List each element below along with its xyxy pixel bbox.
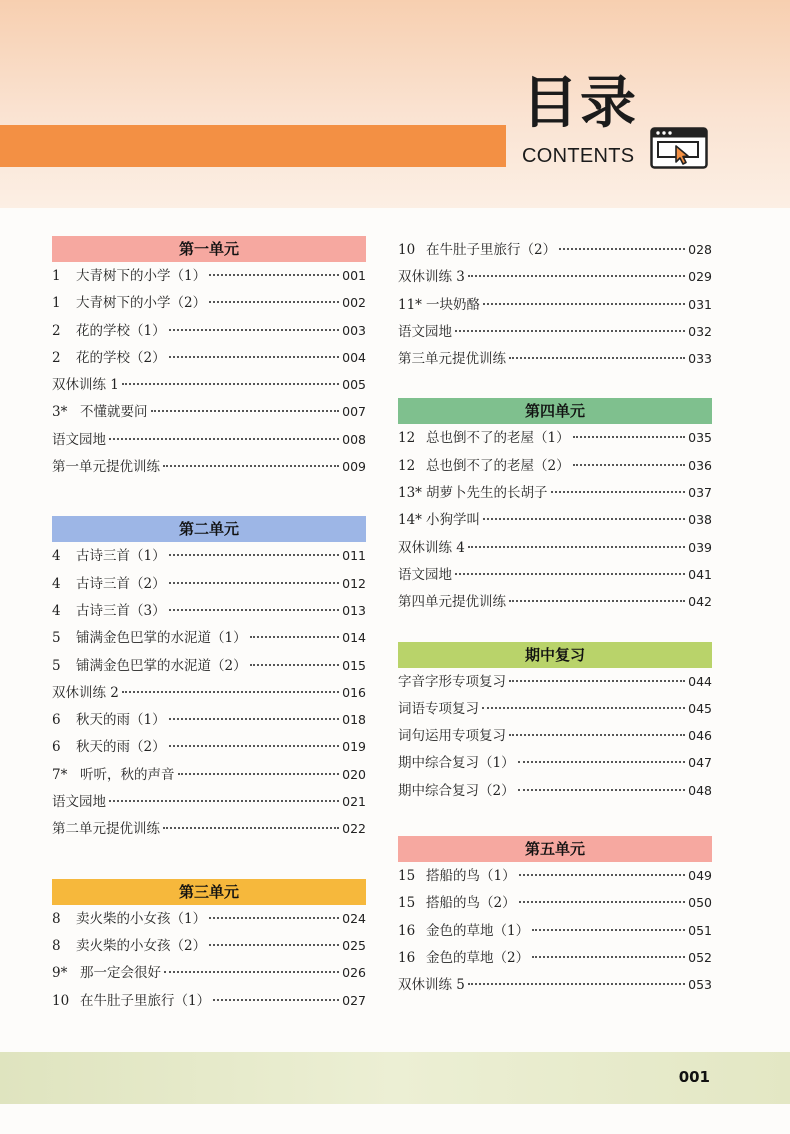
- leader-dots: [169, 582, 340, 584]
- lesson-title: 大青树下的小学（2）: [76, 295, 207, 312]
- toc-entry[interactable]: [398, 971, 712, 998]
- leader-dots: [250, 636, 340, 638]
- lesson-number: 7*: [52, 766, 68, 783]
- toc-section: [398, 836, 712, 998]
- lesson-title: 在牛肚子里旅行（1）: [80, 992, 211, 1009]
- lesson-title: 卖火柴的小女孩（2）: [76, 937, 207, 954]
- toc-entry[interactable]: [52, 317, 366, 344]
- leader-dots: [209, 944, 339, 946]
- toc-entry[interactable]: [52, 344, 366, 371]
- page-ref: 045: [688, 700, 712, 716]
- toc-entry[interactable]: [398, 534, 712, 561]
- leader-dots: [518, 761, 686, 763]
- toc-entry[interactable]: [398, 944, 712, 971]
- toc-entry[interactable]: [52, 815, 366, 842]
- leader-dots: [482, 707, 685, 709]
- lesson-title: 花的学校（2）: [76, 349, 166, 366]
- toc-section: [398, 236, 712, 372]
- toc-section: [52, 516, 366, 842]
- lesson-title: 语文园地: [52, 794, 106, 811]
- toc-entry[interactable]: [398, 777, 712, 804]
- page-ref: 024: [342, 910, 366, 926]
- page-ref: 041: [688, 566, 712, 582]
- leader-dots: [164, 971, 339, 973]
- leader-dots: [209, 917, 339, 919]
- page-ref: 053: [688, 977, 712, 993]
- lesson-number: 12: [398, 430, 416, 447]
- lesson-title: 一块奶酪: [426, 296, 480, 313]
- leader-dots: [532, 929, 685, 931]
- lesson-title: 搭船的鸟（2）: [426, 895, 516, 912]
- lesson-title: 秋天的雨（2）: [76, 739, 166, 756]
- section-title: 期中复习: [398, 642, 712, 668]
- lesson-title: 双休训练 5: [398, 977, 465, 994]
- leader-dots: [519, 901, 686, 903]
- lesson-number: 8: [52, 910, 61, 927]
- page-ref: 025: [342, 937, 366, 953]
- page-ref: 044: [688, 673, 712, 689]
- toc-entry[interactable]: [398, 479, 712, 506]
- lesson-number: 15: [398, 895, 416, 912]
- leader-dots: [483, 518, 685, 520]
- lesson-number: 4: [52, 602, 61, 619]
- lesson-title: 古诗三首（2）: [76, 575, 166, 592]
- lesson-title: 金色的草地（1）: [426, 922, 530, 939]
- toc-entry[interactable]: [398, 862, 712, 889]
- page-ref: 028: [688, 242, 712, 257]
- page-ref: 013: [342, 602, 366, 618]
- toc-entry[interactable]: [52, 905, 366, 932]
- leader-dots: [169, 554, 340, 556]
- lesson-title: 胡萝卜先生的长胡子: [426, 485, 548, 502]
- lesson-title: 语文园地: [52, 431, 106, 448]
- lesson-number: 2: [52, 322, 61, 339]
- browser-window-cursor-icon: [650, 127, 708, 169]
- lesson-title: 古诗三首（3）: [76, 602, 166, 619]
- lesson-title: 词语专项复习: [398, 700, 479, 717]
- toc-entry[interactable]: [52, 679, 366, 706]
- leader-dots: [109, 800, 339, 802]
- page-subtitle: CONTENTS: [522, 145, 635, 167]
- page-ref: 014: [342, 630, 366, 646]
- lesson-number: 6: [52, 739, 61, 756]
- leader-dots: [213, 999, 339, 1001]
- lesson-title: 词句运用专项复习: [398, 728, 506, 745]
- leader-dots: [509, 680, 685, 682]
- leader-dots: [169, 609, 340, 611]
- toc-entry[interactable]: [52, 652, 366, 679]
- page-ref: 002: [342, 295, 366, 311]
- lesson-number: 6: [52, 712, 61, 729]
- section-title: 第五单元: [398, 836, 712, 862]
- page-ref: 032: [688, 323, 712, 339]
- page-ref: 008: [342, 431, 366, 447]
- page-ref: 015: [342, 657, 366, 673]
- toc-entry[interactable]: [52, 987, 366, 1014]
- toc-section: [398, 642, 712, 804]
- page-ref: 004: [342, 349, 366, 365]
- toc-column-right: [398, 236, 712, 999]
- page-ref: 050: [688, 895, 712, 911]
- leader-dots: [169, 745, 340, 747]
- page-ref: 011: [342, 548, 366, 564]
- toc-entry[interactable]: [52, 289, 366, 316]
- lesson-title: 不懂就要问: [80, 404, 148, 421]
- page-ref: 021: [342, 794, 366, 810]
- toc-entry[interactable]: [398, 561, 712, 588]
- lesson-title: 古诗三首（1）: [76, 548, 166, 565]
- toc-entry[interactable]: [398, 452, 712, 479]
- page-ref: 052: [688, 949, 712, 965]
- leader-dots: [169, 356, 340, 358]
- toc-entry[interactable]: [52, 426, 366, 453]
- lesson-number: 3*: [52, 404, 68, 421]
- toc-column-left: [52, 236, 366, 1014]
- leader-dots: [455, 330, 685, 332]
- lesson-number: 1: [52, 295, 61, 312]
- page-ref: 019: [342, 739, 366, 755]
- toc-entry[interactable]: [398, 668, 712, 695]
- lesson-number: 16: [398, 922, 416, 939]
- section-title: 第二单元: [52, 516, 366, 542]
- section-title: 第一单元: [52, 236, 366, 262]
- lesson-title: 双休训练 3: [398, 269, 465, 286]
- leader-dots: [483, 303, 685, 305]
- lesson-title: 第四单元提优训练: [398, 594, 506, 611]
- toc-entry[interactable]: [52, 262, 366, 289]
- header-band: [0, 0, 790, 208]
- toc-entry[interactable]: [52, 597, 366, 624]
- toc-entry[interactable]: [52, 570, 366, 597]
- leader-dots: [178, 773, 340, 775]
- toc-section: [398, 398, 712, 615]
- header-accent-bar: [0, 125, 506, 167]
- lesson-title: 总也倒不了的老屋（1）: [426, 430, 570, 447]
- lesson-title: 期中综合复习（1）: [398, 755, 515, 772]
- page-ref: 035: [688, 430, 712, 446]
- toc-entry[interactable]: [398, 749, 712, 776]
- lesson-number: 10: [398, 242, 416, 258]
- lesson-title: 第三单元提优训练: [398, 351, 506, 368]
- page-ref: 049: [688, 868, 712, 884]
- page-ref: 038: [688, 512, 712, 528]
- toc-section: [52, 879, 366, 1014]
- leader-dots: [468, 275, 685, 277]
- leader-dots: [122, 383, 339, 385]
- leader-dots: [109, 438, 339, 440]
- lesson-title: 期中综合复习（2）: [398, 782, 515, 799]
- page-ref: 018: [342, 712, 366, 728]
- lesson-title: 那一定会很好: [80, 965, 161, 982]
- leader-dots: [509, 357, 685, 359]
- lesson-number: 2: [52, 349, 61, 366]
- leader-dots: [509, 600, 685, 602]
- toc-entry[interactable]: [52, 733, 366, 760]
- leader-dots: [151, 410, 340, 412]
- page-ref: 039: [688, 539, 712, 555]
- page-ref: 037: [688, 485, 712, 501]
- lesson-title: 语文园地: [398, 323, 452, 340]
- page-title: 目录: [522, 71, 638, 136]
- lesson-title: 听听，秋的声音: [80, 766, 175, 783]
- leader-dots: [122, 691, 339, 693]
- page-ref: 048: [688, 782, 712, 798]
- leader-dots: [551, 491, 686, 493]
- lesson-title: 双休训练 1: [52, 377, 119, 394]
- toc-entry[interactable]: [398, 236, 712, 263]
- toc-entry[interactable]: [398, 917, 712, 944]
- toc-entry[interactable]: [398, 291, 712, 318]
- page-ref: 022: [342, 821, 366, 837]
- lesson-number: 10: [52, 992, 70, 1009]
- leader-dots: [509, 734, 685, 736]
- lesson-number: 13*: [398, 485, 422, 502]
- page-ref: 031: [688, 296, 712, 312]
- lesson-number: 4: [52, 548, 61, 565]
- lesson-title: 第一单元提优训练: [52, 459, 160, 476]
- page-ref: 047: [688, 755, 712, 771]
- page-ref: 046: [688, 728, 712, 744]
- lesson-number: 8: [52, 937, 61, 954]
- lesson-title: 金色的草地（2）: [426, 949, 530, 966]
- page-ref: 020: [342, 766, 366, 782]
- leader-dots: [519, 874, 686, 876]
- lesson-number: 16: [398, 949, 416, 966]
- toc-entry[interactable]: [398, 506, 712, 533]
- page-ref: 033: [688, 351, 712, 367]
- toc-entry[interactable]: [398, 424, 712, 451]
- page-ref: 027: [342, 992, 366, 1008]
- page-ref: 026: [342, 965, 366, 981]
- page-ref: 007: [342, 404, 366, 420]
- toc-section: [52, 236, 366, 480]
- leader-dots: [163, 465, 339, 467]
- page-ref: 009: [342, 459, 366, 475]
- lesson-number: 5: [52, 630, 61, 647]
- leader-dots: [455, 573, 685, 575]
- lesson-title: 双休训练 4: [398, 539, 465, 556]
- lesson-title: 双休训练 2: [52, 684, 119, 701]
- leader-dots: [169, 718, 340, 720]
- page-number: 001: [678, 1068, 710, 1086]
- toc-entry[interactable]: [52, 624, 366, 651]
- section-title: 第四单元: [398, 398, 712, 424]
- lesson-title: 在牛肚子里旅行（2）: [426, 242, 557, 258]
- lesson-title: 铺满金色巴掌的水泥道（1）: [76, 630, 247, 647]
- page-ref: 042: [688, 594, 712, 610]
- toc-entry[interactable]: [52, 542, 366, 569]
- page-ref: 016: [342, 684, 366, 700]
- leader-dots: [209, 301, 339, 303]
- lesson-title: 搭船的鸟（1）: [426, 868, 516, 885]
- toc-entry[interactable]: [398, 722, 712, 749]
- toc-entry[interactable]: [52, 761, 366, 788]
- toc-entry[interactable]: [398, 695, 712, 722]
- lesson-number: 15: [398, 868, 416, 885]
- lesson-number: 1: [52, 268, 61, 284]
- toc-entry[interactable]: [398, 588, 712, 615]
- lesson-number: 4: [52, 575, 61, 592]
- toc-entry[interactable]: [398, 889, 712, 916]
- lesson-title: 铺满金色巴掌的水泥道（2）: [76, 657, 247, 674]
- lesson-title: 卖火柴的小女孩（1）: [76, 910, 207, 927]
- leader-dots: [573, 464, 686, 466]
- section-title: 第三单元: [52, 879, 366, 905]
- lesson-title: 第二单元提优训练: [52, 821, 160, 838]
- leader-dots: [559, 248, 685, 250]
- footer-band: [0, 1052, 790, 1104]
- toc-entry[interactable]: [398, 345, 712, 372]
- lesson-number: 11*: [398, 296, 422, 313]
- lesson-title: 花的学校（1）: [76, 322, 166, 339]
- leader-dots: [468, 546, 685, 548]
- lesson-title: 语文园地: [398, 566, 452, 583]
- toc-entry[interactable]: [52, 788, 366, 815]
- toc-entry[interactable]: [52, 398, 366, 425]
- page-ref: 051: [688, 922, 712, 938]
- leader-dots: [163, 827, 339, 829]
- page-ref: 003: [342, 322, 366, 338]
- lesson-number: 5: [52, 657, 61, 674]
- lesson-title: 大青树下的小学（1）: [76, 268, 207, 284]
- leader-dots: [573, 436, 686, 438]
- leader-dots: [169, 329, 340, 331]
- toc-entry[interactable]: [398, 318, 712, 345]
- lesson-number: 14*: [398, 512, 422, 529]
- leader-dots: [209, 274, 339, 276]
- leader-dots: [532, 956, 685, 958]
- lesson-number: 9*: [52, 965, 68, 982]
- lesson-number: 12: [398, 457, 416, 474]
- toc-entry[interactable]: [52, 932, 366, 959]
- toc-entry[interactable]: [52, 371, 366, 398]
- toc-entry[interactable]: [52, 453, 366, 480]
- lesson-title: 总也倒不了的老屋（2）: [426, 457, 570, 474]
- toc-entry[interactable]: [52, 959, 366, 986]
- page-ref: 029: [688, 269, 712, 285]
- page-ref: 005: [342, 377, 366, 393]
- leader-dots: [468, 983, 685, 985]
- page-ref: 001: [342, 268, 366, 283]
- lesson-title: 小狗学叫: [426, 512, 480, 529]
- lesson-title: 秋天的雨（1）: [76, 712, 166, 729]
- toc-entry[interactable]: [52, 706, 366, 733]
- page-ref: 036: [688, 457, 712, 473]
- leader-dots: [518, 789, 686, 791]
- toc-entry[interactable]: [398, 263, 712, 290]
- leader-dots: [250, 664, 340, 666]
- page-ref: 012: [342, 575, 366, 591]
- lesson-title: 字音字形专项复习: [398, 673, 506, 690]
